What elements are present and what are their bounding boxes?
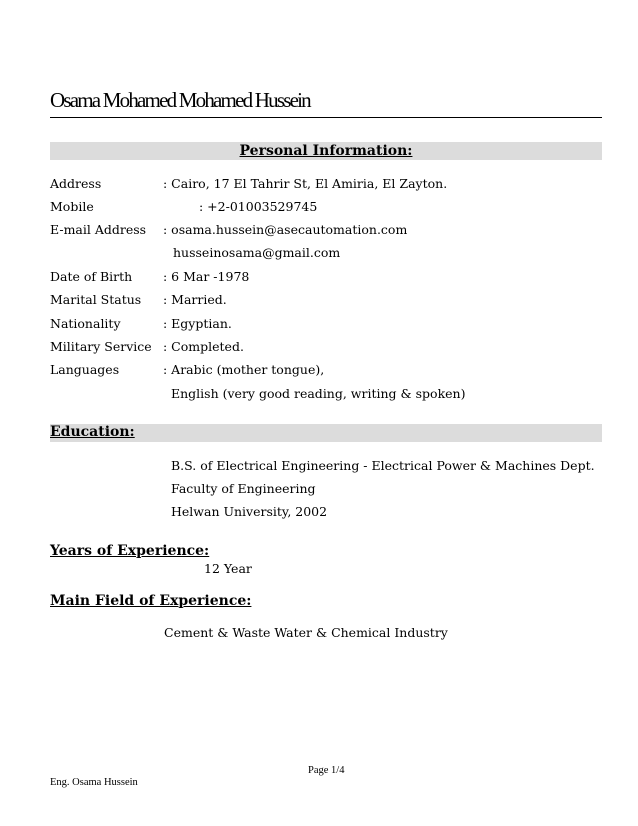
nationality-value: : Egyptian. — [163, 316, 232, 331]
dob-label: Date of Birth — [50, 269, 133, 284]
mobile-label: Mobile — [50, 199, 94, 214]
address-value: : Cairo, 17 El Tahrir St, El Amiria, El Zayton. — [163, 176, 448, 191]
military-service-label: Military Service — [50, 339, 152, 354]
education-degree: B.S. of Electrical Engineering - Electrical Power & Machines Dept. — [171, 458, 595, 473]
education-university: Helwan University, 2002 — [171, 504, 328, 519]
education-heading: Education: — [50, 424, 135, 440]
years-experience-heading: Years of Experience: — [50, 543, 210, 559]
dob-value: : 6 Mar -1978 — [163, 269, 250, 284]
page-number: Page 1/4 — [308, 765, 345, 776]
email-value-primary: : osama.hussein@asecautomation.com — [163, 222, 408, 237]
languages-value-primary: : Arabic (mother tongue), — [163, 362, 325, 377]
marital-status-value: : Married. — [163, 292, 227, 307]
education-faculty: Faculty of Engineering — [171, 481, 316, 496]
main-field-value: Cement & Waste Water & Chemical Industry — [164, 625, 448, 640]
years-experience-value: 12 Year — [204, 561, 252, 576]
marital-status-label: Marital Status — [50, 292, 142, 307]
languages-label: Languages — [50, 362, 120, 377]
email-label: E-mail Address — [50, 222, 147, 237]
military-service-value: : Completed. — [163, 339, 244, 354]
main-field-heading: Main Field of Experience: — [50, 593, 252, 609]
document-title-name: Osama Mohamed Mohamed Hussein — [50, 88, 310, 112]
email-value-secondary: husseinosama@gmail.com — [173, 245, 341, 260]
mobile-value: : +2-01003529745 — [199, 199, 318, 214]
address-label: Address — [50, 176, 102, 191]
languages-value-secondary: English (very good reading, writing & spoken) — [171, 386, 466, 401]
header-divider — [50, 117, 602, 118]
footer-author: Eng. Osama Hussein — [50, 777, 138, 788]
nationality-label: Nationality — [50, 316, 121, 331]
personal-info-band — [50, 142, 602, 160]
personal-info-heading: Personal Information: — [239, 143, 413, 159]
